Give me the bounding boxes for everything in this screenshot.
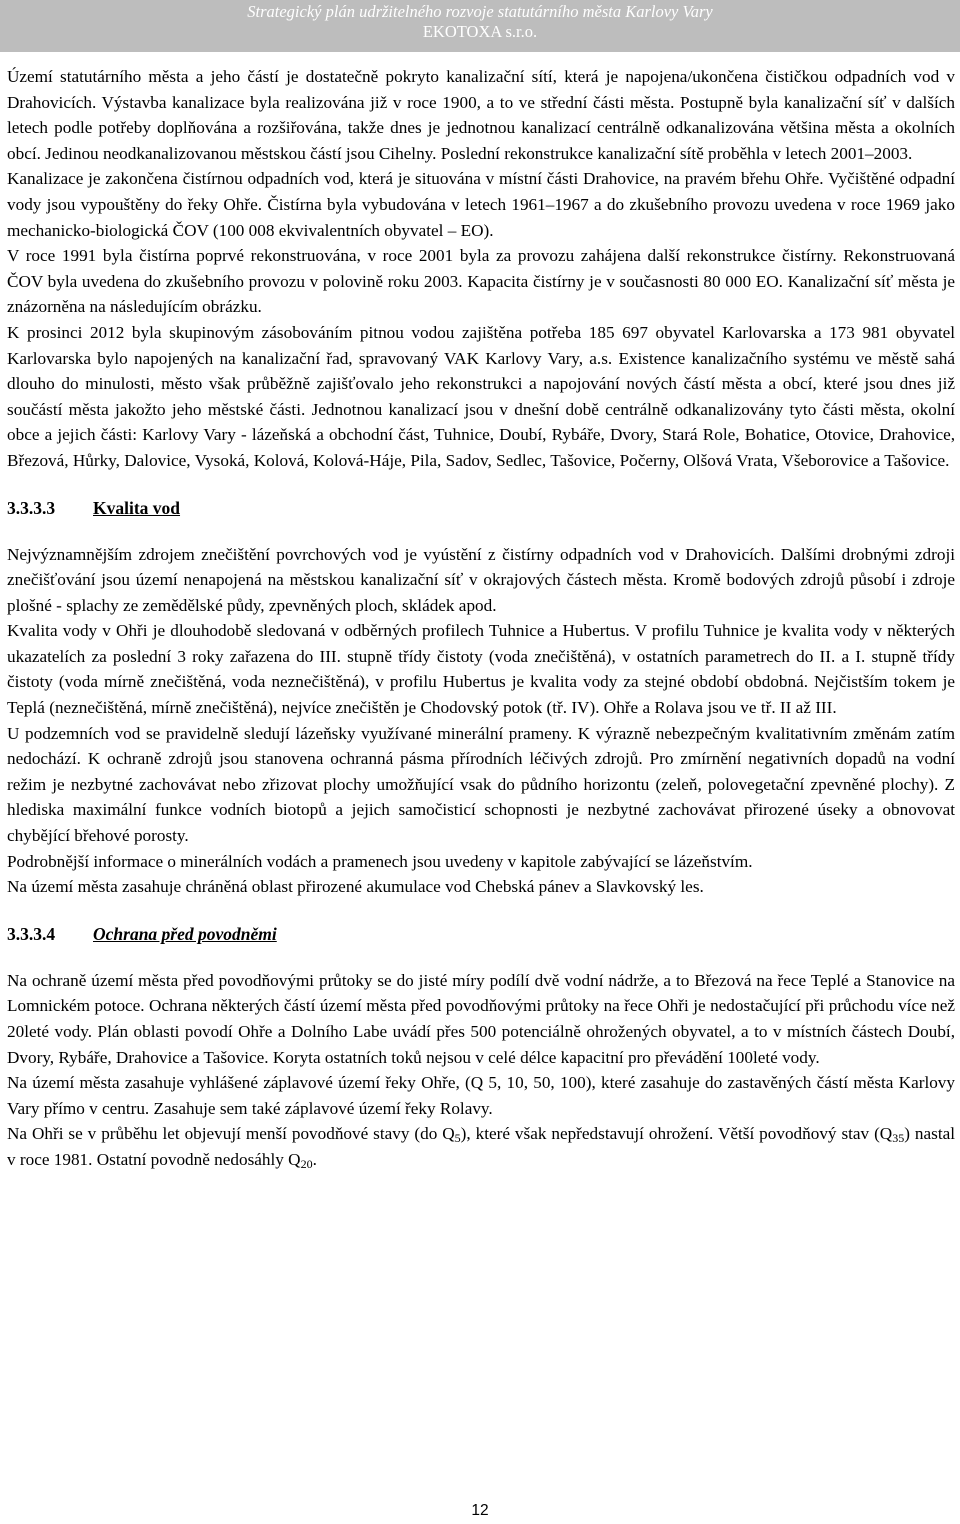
section-number: 3.3.3.3	[7, 497, 56, 518]
subscript: 20	[300, 1156, 313, 1171]
paragraph: Nejvýznamnějším zdrojem znečištění povrchových vod je vyústění z čistírny odpadních vod v Drahovicích. Dalšími drobnými zdroji znečišťování jsou území nenapojená na městskou kanalizační síť v okrajových částech města. Kromě bodových zdrojů působí i zdroje plošné - splachy ze zemědělské půdy, zpevněných ploch, skládek apod.	[7, 544, 955, 615]
paragraph: Na ochraně území města před povodňovými průtoky se do jisté míry podílí dvě vodní nádrže, a to Březová na řece Teplé a Stanovice na Lomnickém potoce. Ochrana některých částí území města před povodňovými průtoky na řece Ohři je nedostačující při průchodu více než 20leté vody. Plán oblasti povodí Ohře a Dolního Labe uvádí přes 500 potenciálně ohrožených obyvatel, a to v místních částech Doubí, Dvory, Rybáře, Drahovice a Tašovice. Koryta ostatních toků nejsou v celé délce kapacitní pro převádění 100leté vody.	[7, 970, 955, 1067]
subscript: 5	[454, 1131, 461, 1146]
section-heading-flood-protection	[7, 921, 955, 947]
page-header	[0, 0, 960, 52]
section-heading-water-quality	[7, 495, 955, 521]
page-number: 12	[471, 1502, 489, 1519]
document-body	[7, 64, 955, 1173]
paragraph: K prosinci 2012 byla skupinovým zásobováním pitnou vodou zajištěna potřeba 185 697 obyvatel Karlovarska a 173 981 obyvatel Karlovarska bylo napojených na kanalizační řad, spravovaný VAK Karlovy Vary, a.s. Existence kanalizačního systému ve městě sahá dlouho do minulosti, město však průběžně zajišťovalo jeho rekonstrukci a napojování nových částí města a obcí, které jsou dnes již součástí města jakožto jeho městské části. Jednotnou kanalizací jsou v dnešní době centrálně odkanalizovány tyto části města, okolní obce a jejich části: Karlovy Vary - lázeňská a obchodní část, Tuhnice, Doubí, Rybáře, Dvory, Stará Role, Bohatice, Otovice, Drahovice, Březová, Hůrky, Dalovice, Vysoká, Kolová, Kolová-Háje, Pila, Sadov, Sedlec, Tašovice, Počerny, Olšová Vrata, Všeborovice a Tašovice.	[7, 322, 955, 470]
paragraph: Území statutárního města a jeho částí je dostatečně pokryto kanalizační sítí, která je napojena/ukončena čističkou odpadních vod v Drahovicích. Výstavba kanalizace byla realizována již v roce 1900, a to ve střední části města. Postupně byla kanalizační síť v dalších letech podle potřeby doplňována a rozšiřována, takže dnes je jednotnou kanalizací centrálně odkanalizována většina města a okolních obcí. Jedinou neodkanalizovanou městskou částí jsou Cihelny. Poslední rekonstrukce kanalizační sítě proběhla v letech 2001–2003.	[7, 67, 955, 163]
paragraph: Kanalizace je zakončena čistírnou odpadních vod, která je situována v místní části Drahovice, na pravém břehu Ohře. Vyčištěné odpadní vody jsou vypouštěny do řeky Ohře. Čistírna byla vybudována v letech 1961–1967 a do zkušebního provozu uvedena v roce 1969 jako mechanicko-biologická ČOV (100 008 ekvivalentních obyvatel – EO).	[7, 169, 955, 240]
paragraph: Podrobnější informace o minerálních vodách a pramenech jsou uvedeny v kapitole zabývající se lázeňstvím.	[7, 851, 753, 871]
header-company: EKOTOXA s.r.o.	[422, 22, 538, 41]
text-run: .	[312, 1149, 317, 1169]
text-run: ), které však nepředstavují ohrožení. Větší povodňový stav (Q	[460, 1124, 893, 1144]
text-run: Na Ohři se v průběhu let objevují menší povodňové stavy (do Q	[7, 1124, 455, 1144]
header-title: Strategický plán udržitelného rozvoje statutárního města Karlovy Vary	[247, 2, 713, 21]
text-run: ) nastal v roce 1981. Ostatní povodně nedosáhly Q	[7, 1124, 956, 1169]
paragraph: V roce 1991 byla čistírna poprvé rekonstruována, v roce 2001 byla za provozu zahájena další rekonstrukce čistírny. Rekonstruovaná ČOV byla uvedena do zkušebního provozu v polovině roku 2003. Kapacita čistírny je v současnosti 80 000 EO. Kanalizační síť města je znázorněna na následujícím obrázku.	[7, 246, 955, 317]
paragraph: Na území města zasahuje chráněná oblast přirozené akumulace vod Chebská pánev a Slavkovský les.	[7, 877, 704, 897]
paragraph-flood-states	[7, 1121, 955, 1172]
section-title: Ochrana před povodněmi	[93, 923, 277, 944]
paragraph: Na území města zasahuje vyhlášené záplavové území řeky Ohře, (Q 5, 10, 50, 100), které zasahuje do zastavěných částí města Karlovy Vary přímo v centru. Zasahuje sem také záplavové území řeky Rolavy.	[7, 1073, 955, 1118]
section-number: 3.3.3.4	[7, 923, 56, 944]
section-title: Kvalita vod	[93, 497, 181, 518]
subscript: 35	[892, 1131, 905, 1146]
paragraph: Kvalita vody v Ohři je dlouhodobě sledovaná v odběrných profilech Tuhnice a Hubertus. V profilu Tuhnice je kvalita vody v některých ukazatelích za poslední 3 roky zařazena do III. stupně třídy čistoty (voda znečištěná), v ostatních parametrech do II. a I. stupně třídy čistoty (voda mírně znečištěná, voda neznečištěná), v profilu Hubertus je kvalita vody za stejné období obdobná. Nejčistším tokem je Teplá (neznečištěná, mírně znečištěná), nejvíce znečištěn je Chodovský potok (tř. IV). Ohře a Rolava jsou ve tř. II až III.	[7, 621, 955, 718]
paragraph: U podzemních vod se pravidelně sledují lázeňsky využívané minerální prameny. K výrazně nebezpečným kvalitativním změnám zatím nedochází. K ochraně zdrojů jsou stanovena ochranná pásma přírodních léčivých zdrojů. Pro zmírnění negativních dopadů na vodní režim je nezbytné zachovávat nebo zřizovat plochy umožňující vsak do půdního horizontu (zeleň, polovegetační zpevněné plochy). Z hlediska maximální funkce vodních biotopů a jejich samočisticí schopnosti je nezbytné zachovávat přirozené úseky a obnovovat chybějící břehové porosty.	[7, 723, 955, 846]
